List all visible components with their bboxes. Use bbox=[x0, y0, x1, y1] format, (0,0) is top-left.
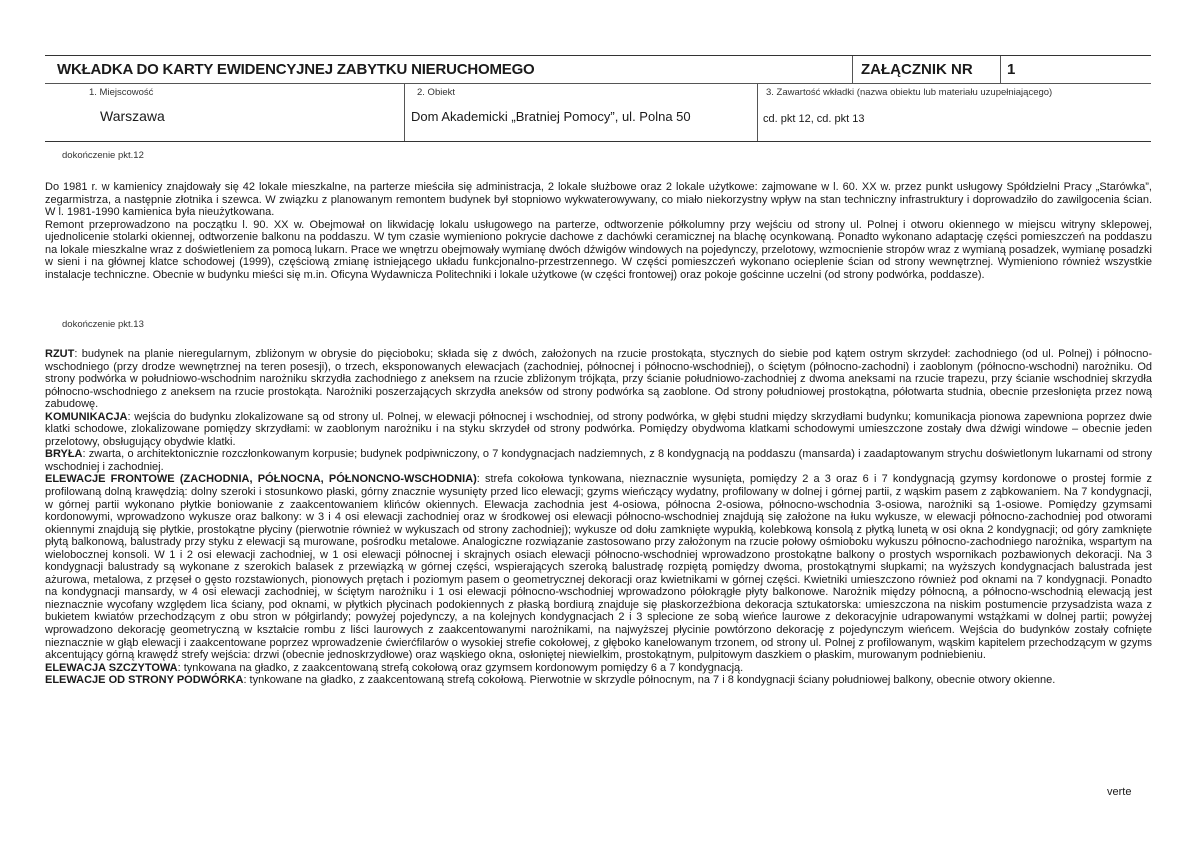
heading: RZUT bbox=[45, 348, 75, 360]
heading: ELEWACJA SZCZYTOWA bbox=[45, 661, 178, 674]
verte-note: verte bbox=[1107, 786, 1132, 798]
section-12-label: dokończenie pkt.12 bbox=[62, 150, 144, 161]
section-12-body bbox=[45, 181, 1152, 281]
paragraph-text: : zwarta, o architektonicznie rozczłonkowanym korpusie; budynek podpiwniczony, o 7 kondygnacjach nadziemnych, z 8 kondygnacją na poddaszu (mansarda) i zaadaptowanym strychu doświetlonym lukarnami od strony wschodniej i zachodniej. bbox=[45, 448, 1152, 473]
heading: ELEWACJE OD STRONY PODWÓRKA bbox=[45, 674, 244, 687]
field-locality bbox=[45, 84, 405, 141]
paragraph-text: : tynkowane na gładko, z zaakcentowaną strefą cokołową. Pierwotnie w skrzydle północnym, na 7 i 8 kondygnacji ściany południowej balkony, obecnie otwory okienne. bbox=[243, 674, 1056, 687]
record-header-table bbox=[45, 55, 1151, 142]
annex-number: 1 bbox=[1007, 61, 1016, 78]
field-contents bbox=[758, 84, 1151, 141]
paragraph-rzut bbox=[45, 348, 1152, 411]
field-object-label: 2. Obiekt bbox=[417, 87, 456, 98]
paragraph: Do 1981 r. w kamienicy znajdowały się 42 lokale mieszkalne, na parterze mieściła się administracja, 2 lokale służbowe oraz 2 lokale użytkowe: zajmowane w l. 60. XX w. przez punkt usługowy Spółdzielni Pracy „Starówka”, zegarmistrza, a następnie złotnika i szewca. W związku z planowanym remontem budynek był stopniowo wykwaterowywany, co miało niekorzystny wpływ na stan techniczny infrastruktury i doprowadziło do zawilgocenia ścian. W l. 1981-1990 kamienica była nieużytkowana. bbox=[45, 181, 1152, 219]
heading: ELEWACJE FRONTOWE (ZACHODNIA, PÓŁNOCNA, PÓŁNONCNO-WSCHODNIA) bbox=[45, 473, 477, 486]
annex-label: ZAŁĄCZNIK NR bbox=[853, 56, 1001, 83]
paragraph-elewacja-szczytowa bbox=[45, 662, 1152, 675]
paragraph: Remont przeprowadzono na początku l. 90. XX w. Obejmował on likwidację lokalu usługowego na parterze, odtworzenie półkolumny przy wejściu od strony ul. Polnej i otworu okiennego w miejscu witryny sklepowej, ujednolicenie stolarki okiennej, odtworzenie balkonu na poddaszu. W tym czasie wymieniono pokrycie dachowe z dachówki ceramicznej na blachę ocynkowaną. Ponadto wykonano adaptację części pomieszczeń na poddaszu na lokale mieszkalne wraz z doświetleniem za pomocą lukarn. Prace we wnętrzu obejmowały wymianę dwóch dźwigów windowych na pojedynczy, przelotowy, wzmocnienie stropów wraz z wymianą posadzek, wymianę posadzki w sieni i na głównej klatce schodowej (1999), częściową zmianę istniejącego układu funkcjonalno-przestrzennego. W części pomieszczeń wykonano ocieplenie ścian od strony wewnętrznej. Wymieniono również wszystkie instalacje techniczne. Obecnie w budynku mieści się m.in. Oficyna Wydawnicza Politechniki i lokale użytkowe (w części frontowej) oraz pokoje gościnne uczelni (od strony podwórka, poddasze). bbox=[45, 218, 1152, 281]
paragraph-elewacje-frontowe bbox=[45, 473, 1152, 661]
heading: KOMUNIKACJA bbox=[45, 410, 128, 423]
field-locality-label: 1. Miejscowość bbox=[89, 87, 154, 98]
field-object-value: Dom Akademicki „Bratniej Pomocy”, ul. Polna 50 bbox=[411, 109, 691, 124]
field-contents-label: 3. Zawartość wkładki (nazwa obiektu lub materiału uzupełniającego) bbox=[766, 87, 1053, 98]
field-object bbox=[405, 84, 758, 141]
paragraph-komunikacja bbox=[45, 411, 1152, 449]
form-title: WKŁADKA DO KARTY EWIDENCYJNEJ ZABYTKU NIERUCHOMEGO bbox=[45, 56, 853, 83]
section-13-body bbox=[45, 348, 1152, 687]
field-contents-value: cd. pkt 12, cd. pkt 13 bbox=[763, 113, 865, 125]
paragraph-text: : tynkowana na gładko, z zaakcentowaną strefą cokołową oraz gzymsem kordonowym pomiędzy 6 a 7 kondygnacją. bbox=[177, 661, 744, 674]
section-13-label: dokończenie pkt.13 bbox=[62, 319, 144, 330]
header-fields-row bbox=[45, 84, 1151, 141]
paragraph-bryla bbox=[45, 448, 1152, 473]
header-title-row bbox=[45, 56, 1151, 84]
paragraph-text: : strefa cokołowa tynkowana, nieznacznie wysunięta, pomiędzy 2 a 3 oraz 6 i 7 kondygnacją gzymsy kordonowe o prostej formie z profilowaną dolną krawędzią: dolny szeroki i stosunkowo płaski, górny znacznie wysunięty przed lico elewacji; gzyms wieńczący wydatny, profilowany w dolnej i górnej partii, z wąskim pasem z ząbkowaniem. Na 7 kondygnacji, w górnej partii wykonano płytkie boniowanie z zaakcentowaniem klińców okiennych. Elewacja zachodnia jest 4-osiowa, północna 2-osiowa, północno-wschodnia 3-osiowa, narożniki są 1-osiowe. Pomiędzy gzymsami kordonowymi, wprowadzono wykusze oraz balkony: w 3 i 4 osi elewacji zachodniej oraz w środkowej osi elewacji północno-wschodniej znajdują się założone na łuku wykusze, w elewacji północno-zachodniej pod otworami okiennymi znajdują się płytkie, prostokątne płyciny (pierwotnie również w wykuszach od strony zachodniej); wykusze od dołu zamknięte wypukłą, kolebkową konsolą z płytką lunetą w osi okna 2 kondygnacji; od góry zamknięte płytą balkonową, balustrady przy styku z elewacji są murowane, pośrodku metalowe. Analogiczne rozwiązanie zastosowano przy założonym na rzucie połowy ośmioboku wykuszu północno-zachodniego narożnika, wspartym na wielobocznej konsoli. W 1 i 2 osi elewacji zachodniej, w 1 osi elewacji północnej i skrajnych osiach elewacji północno-wschodniej wprowadzono prostokątne balkony o prostych wspornikach pozbawionych dekoracji. Na 3 kondygnacji balustrady są wykonane z szerokich balasek z przewiązką w górnej części, wspierających szeroką balustradę rozpiętą pomiędzy dwoma, prostokątnymi słupkami; na wyższych kondygnacjach balustrada jest ażurowa, metalowa, z przęseł o gęsto rozstawionych, pionowych prętach i poziomym pasem o geometrycznej dekoracji oraz kwietnikami w górnej części. Kwietniki umieszczono również pod oknami na 7 kondygnacji. Ponadto na kondygnacji mansardy, w 4 osi elewacji zachodniej, w ściętym narożniku i 1 osi elewacji północno-wschodniej wprowadzono półokrągłe płyty balkonowe. Narożnik między północną, a północno-wschodnią elewacją jest nieznacznie wycofany względem lica ściany, pod oknami, w płytkich płycinach podokiennych z płaską bordiurą znajduje się płaskorzeźbiona dekoracja sztukatorska: umieszczona na niskim postumencie przysadzista waza z bukietem kwiatów przechodzącym z obu stron w półgirlandy; powyżej pojedynczy, a na kolejnych kondygnacjach 2 i 3 splecione ze sobą wieńce laurowe z dekoracyjnie udrapowanymi wstążkami w dolnej partii; powyżej wprowadzono dekorację geometryczną w kształcie rombu z liści laurowych z zaakcentowanymi narożnikami, na najwyższej płycinie powtórzono dekorację z pojedynczym wieńcem. Wejścia do budynków zostały cofnięte nieznacznie w głąb elewacji i zaakcentowane poprzez wprowadzenie ćwierćfilarów o wysokiej strefie cokołowej, z głęboko kanelowanym trzonem, od strony ul. Polnej z profilowanym, wąskim kapitelem przechodzącym w gzyms akcentujący górną krawędź strefy wejścia: drzwi (obecnie jednoskrzydłowe) oraz wąskiego okna, osłoniętej niewielkim, prostokątnym, pulpitowym daszkiem o płaskim, murowanym podniebieniu. bbox=[45, 473, 1152, 662]
heading: BRYŁA bbox=[45, 448, 83, 461]
paragraph-elewacje-podworko bbox=[45, 674, 1152, 687]
paragraph-text: : budynek na planie nieregularnym, zbliżonym w obrysie do pięcioboku; składa się z dwóch, założonych na rzucie prostokąta, stycznych do siebie pod kątem ostrym skrzydeł: zachodniego (od ul. Polnej) i północno-wschodniego (przy drodze wewnętrznej na teren posesji), o trzech, eksponowanych elewacjach (zachodniej, północnej i północno-wschodniej), o ściętym (północno-zachodni) i zaoblonym (północno-wschodni) narożniku. Od strony podwórka w południowo-wschodnim narożniku skrzydła zachodniego z aneksem na rzucie zbliżonym trójkąta, przy ścianie południowo-zachodniej z dwoma aneksami na rzucie trapezu, przy ścianie wschodniej skrzydła północno-wschodniego z aneksem na rzucie prostokąta. Narożniki poszerzających skrzydła aneksów od strony podwórka są zaoblone. Od strony południowej prostokątna, półotwarta studnia, obecnie przesłonięta przez nową zabudowę. bbox=[45, 348, 1152, 411]
paragraph-text: : wejścia do budynku zlokalizowane są od strony ul. Polnej, w elewacji północnej i wschodniej, od strony podwórka, w głębi studni między skrzydłami budynku; komunikacja pionowa zapewniona poprzez dwie klatki schodowe, zlokalizowane pomiędzy skrzydłami: w zaoblonym narożniku i na styku skrzydeł od strony podwórka. Pomiędzy obydwoma klatkami schodowymi umieszczone zostały dwa dźwigi windowe – obecnie jeden przelotowy, obsługujący obydwie klatki. bbox=[45, 410, 1152, 448]
field-locality-value: Warszawa bbox=[100, 108, 165, 124]
